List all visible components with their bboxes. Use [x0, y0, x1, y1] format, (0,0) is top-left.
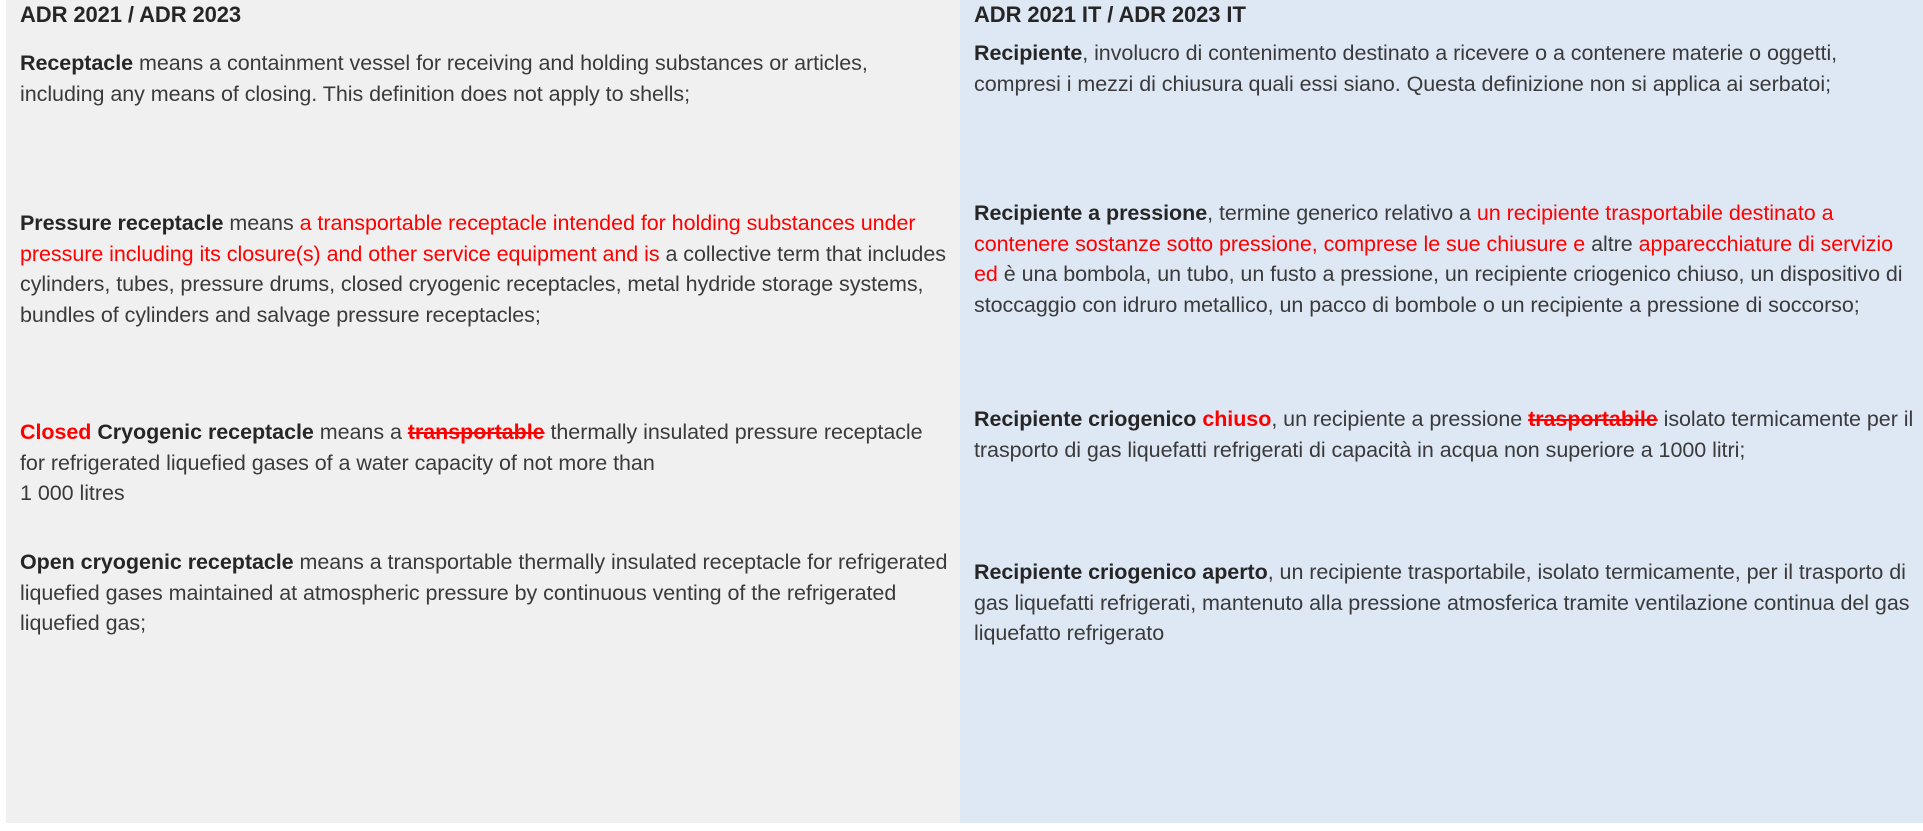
text-run: , involucro di contenimento destinato a ricevere o a contenere materie o oggetti, compresi i mezzi di chiusura quali essi siano. Questa definizione non si applica ai serbatoi;: [974, 41, 1838, 96]
defined-term: Receptacle: [20, 51, 134, 75]
source-entry-receptacle: [20, 48, 950, 109]
text-run: , termine generico relativo a: [1207, 201, 1477, 225]
defined-term: Recipiente criogenico aperto: [974, 560, 1268, 584]
defined-term: Recipiente a pressione: [974, 201, 1208, 225]
text-run: thermally insulated pressure receptacle for refrigerated liquefied gases of a water capacity of not more than: [20, 420, 923, 475]
source-column: [6, 0, 960, 823]
text-run: altre: [1585, 231, 1639, 256]
inserted-text: un recipiente trasportabile destinato a contenere sostanze sotto pressione, comprese le sue chiusure e: [974, 201, 1834, 256]
source-column-header: ADR 2021 / ADR 2023: [20, 2, 242, 27]
defined-term: Cryogenic receptacle: [97, 420, 314, 444]
source-entry-closed-cryogenic-receptacle: [20, 417, 950, 509]
text-run: isolato termicamente per il trasporto di gas liquefatti refrigerati di capacità in acqua non superiore a 1000 litri;: [974, 407, 1914, 462]
target-entry-recipiente-a-pressione: [974, 198, 1919, 320]
text-run: a collective term that includes cylinders, tubes, pressure drums, closed cryogenic receptacles, metal hydride storage systems, bundles of cylinders and salvage pressure receptacles;: [20, 241, 946, 327]
inserted-text: a transportable receptacle intended for holding substances under pressure including its closure(s) and other service equipment and is: [20, 211, 916, 266]
text-run: 1 000 litres: [20, 481, 125, 505]
source-entry-pressure-receptacle: [20, 208, 950, 330]
inserted-term: chiuso: [1202, 407, 1272, 431]
target-entry-recipiente: [974, 38, 1919, 99]
deleted-text: trasportabile: [1528, 407, 1658, 431]
deleted-text: transportable: [407, 420, 545, 444]
inserted-text: apparecchiature di servizio ed: [974, 231, 1894, 286]
defined-term: Pressure receptacle: [20, 211, 224, 235]
bilingual-comparison-table: [6, 0, 1923, 823]
text-run: means a transportable thermally insulated receptacle for refrigerated liquefied gases maintained at atmospheric pressure by continuous venting of the refrigerated liquefied gas;: [20, 550, 948, 635]
source-entry-open-cryogenic-receptacle: [20, 547, 950, 639]
defined-term: Recipiente: [974, 41, 1083, 65]
target-entry-recipiente-criogenico-chiuso: [974, 404, 1919, 465]
text-run: , un recipiente trasportabile, isolato termicamente, per il trasporto di gas liquefatti refrigerati, mantenuto alla pressione atmosferica tramite ventilazione continua del gas liquefatto refrigerato: [974, 560, 1910, 645]
text-run: means a containment vessel for receiving and holding substances or articles, including any means of closing. This definition does not apply to shells;: [20, 51, 868, 106]
text-run: , un recipiente a pressione: [1271, 407, 1529, 431]
target-entry-recipiente-criogenico-aperto: [974, 557, 1919, 649]
defined-term: Open cryogenic receptacle: [20, 550, 294, 574]
text-run: means: [223, 211, 300, 235]
inserted-term: Closed: [20, 420, 92, 444]
target-column-header: ADR 2021 IT / ADR 2023 IT: [974, 2, 1246, 27]
text-run: means a: [313, 420, 408, 444]
text-run: è una bombola, un tubo, un fusto a pressione, un recipiente criogenico chiuso, un dispositivo di stoccaggio con idruro metallico, un pacco di bombole o un recipiente a pressione di soccorso;: [974, 262, 1903, 317]
defined-term: Recipiente criogenico: [974, 407, 1197, 431]
target-column: [960, 0, 1923, 823]
